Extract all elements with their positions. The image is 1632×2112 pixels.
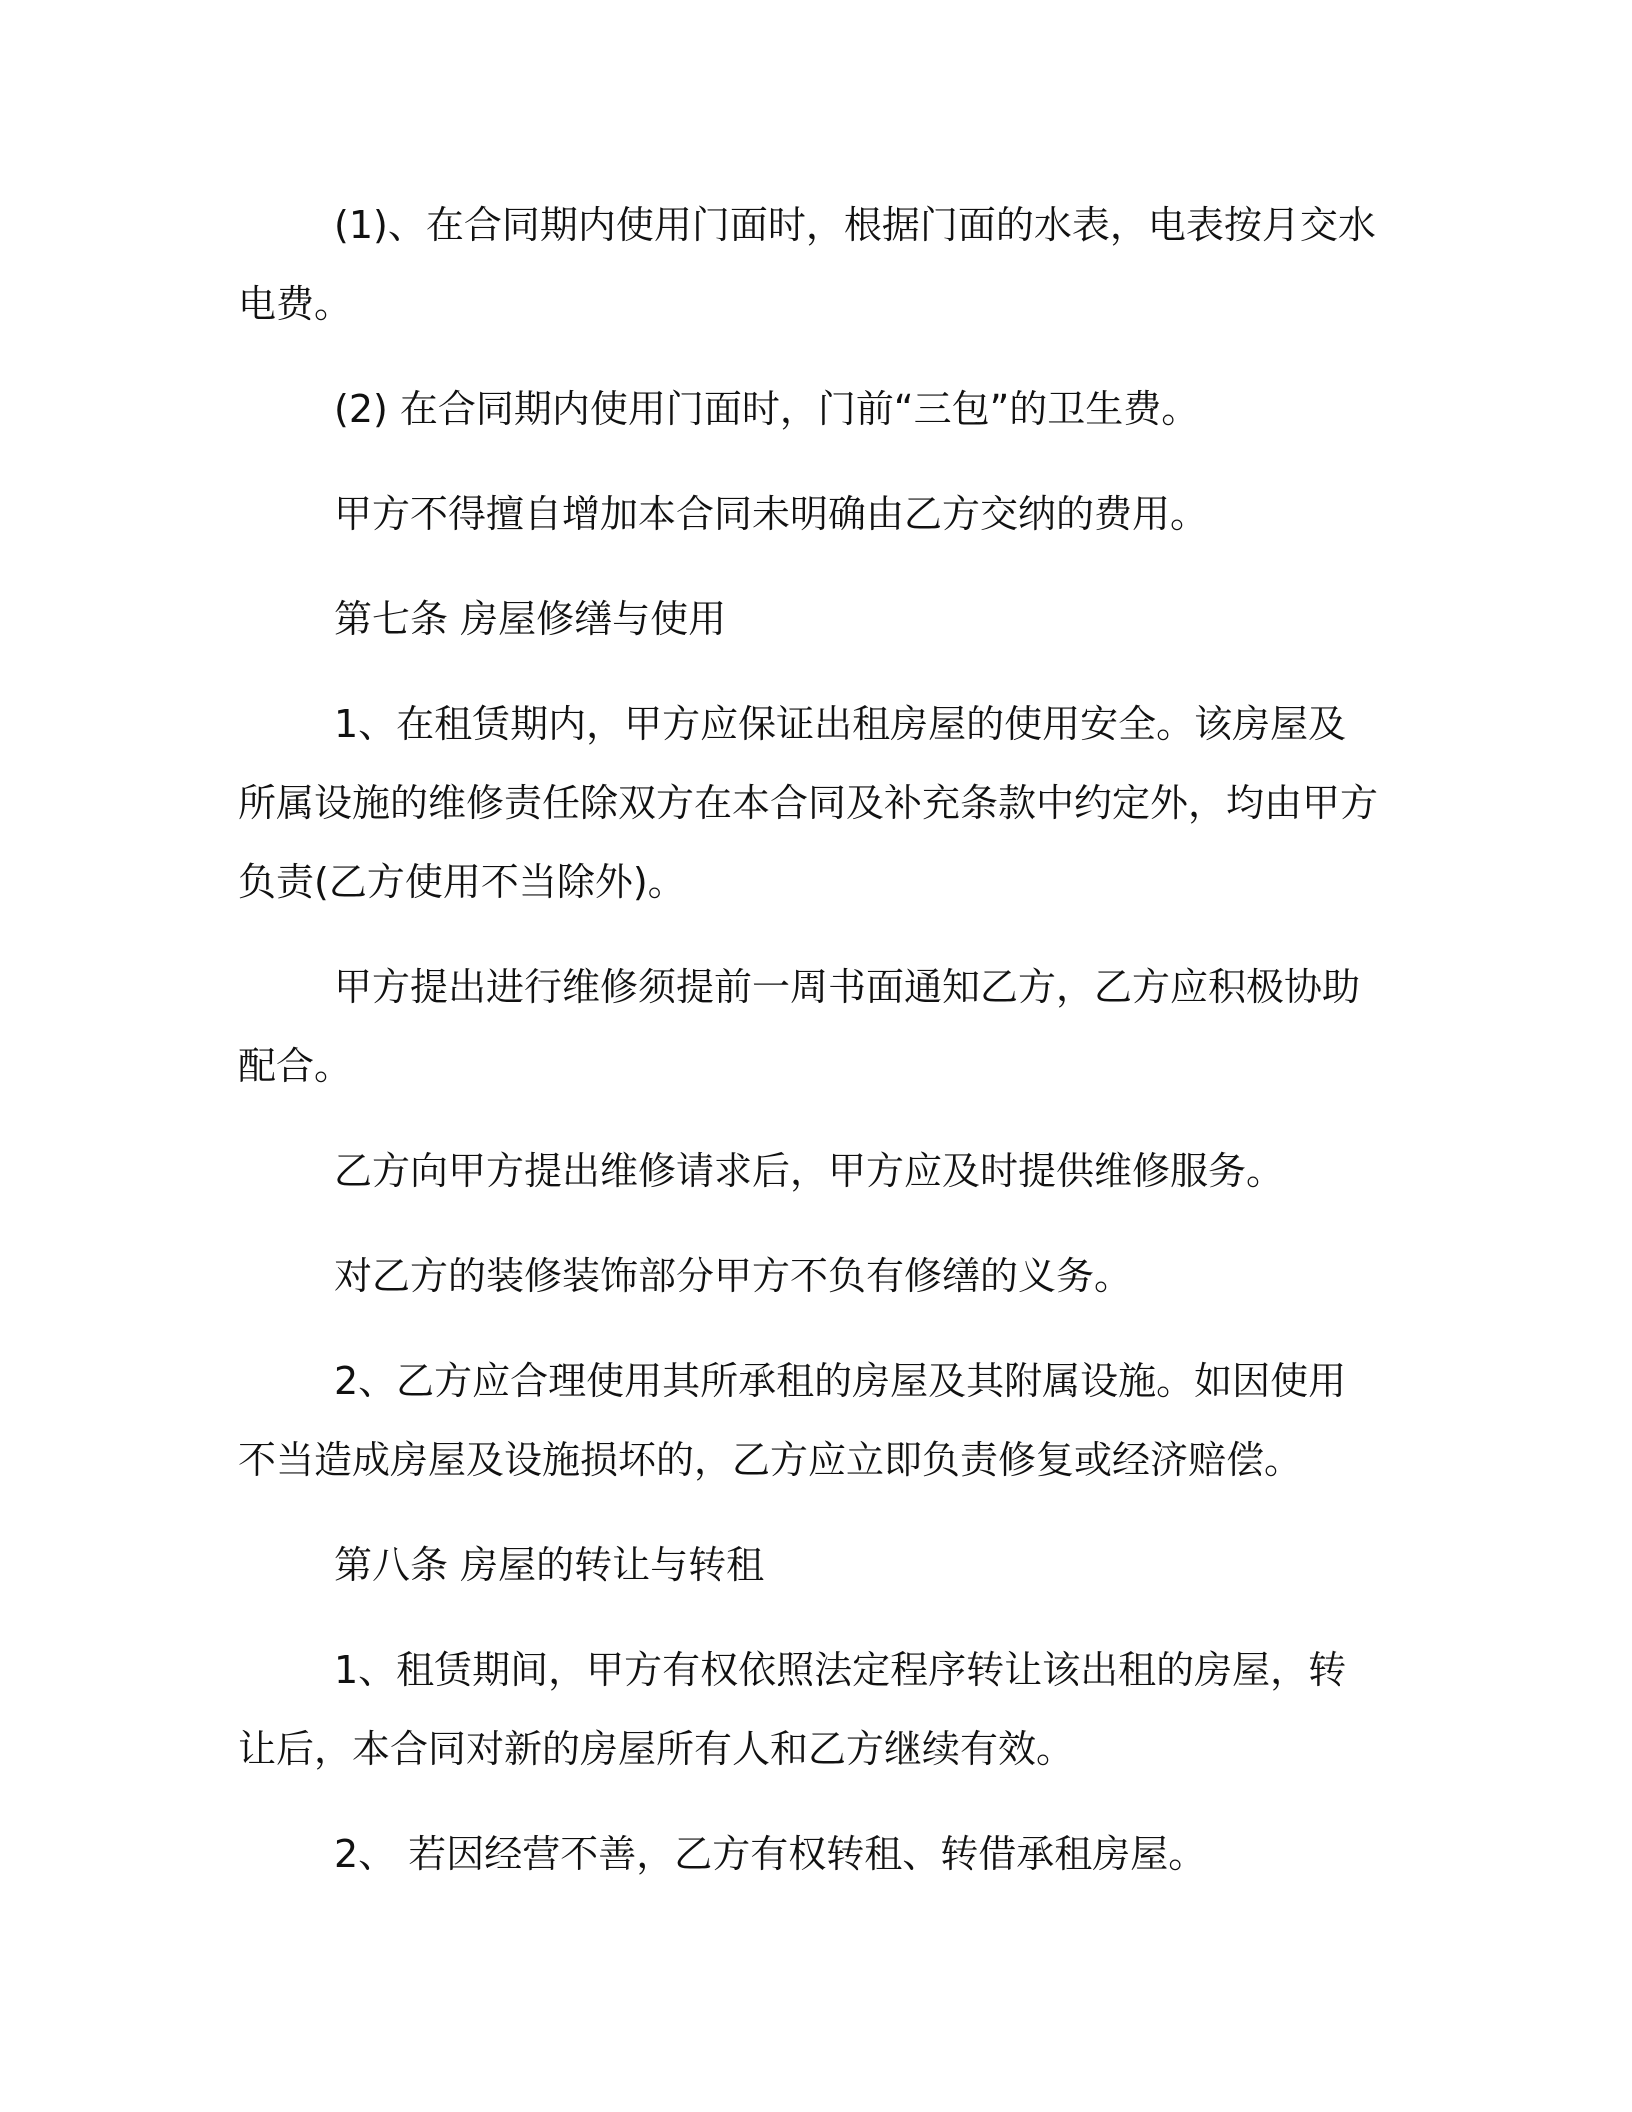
paragraph-proper-use: 2、乙方应合理使用其所承租的房屋及其附属设施。如因使用不当造成房屋及设施损坏的，乙方应立即负责修复或经济赔偿。	[238, 1359, 1347, 1482]
paragraph-repair-notice: 甲方提出进行维修须提前一周书面通知乙方，乙方应积极协助配合。	[238, 965, 1361, 1088]
paragraph-transfer: 1、租赁期间，甲方有权依照法定程序转让该出租的房屋，转让后，本合同对新的房屋所有人和乙方继续有效。	[238, 1648, 1347, 1771]
paragraph-sanitation-fee: (2) 在合同期内使用门面时，门前“三包”的卫生费。	[334, 387, 1200, 431]
paragraph-no-extra-fees: 甲方不得擅自增加本合同未明确由乙方交纳的费用。	[334, 492, 1209, 536]
paragraph-decoration-exclusion: 对乙方的装修装饰部分甲方不负有修缮的义务。	[334, 1254, 1133, 1298]
heading-article-8: 第八条 房屋的转让与转租	[334, 1543, 765, 1587]
heading-article-7: 第七条 房屋修缮与使用	[334, 597, 727, 641]
paragraph-sublease: 2、 若因经营不善，乙方有权转租、转借承租房屋。	[334, 1832, 1207, 1876]
paragraph-repair-responsibility: 1、在租赁期内，甲方应保证出租房屋的使用安全。该房屋及所属设施的维修责任除双方在本合同及补充条款中约定外，均由甲方负责(乙方使用不当除外)。	[238, 702, 1379, 904]
paragraph-utility-fees: (1)、在合同期内使用门面时，根据门面的水表，电表按月交水电费。	[238, 203, 1376, 326]
document-body	[238, 186, 1378, 1920]
paragraph-repair-request: 乙方向甲方提出维修请求后，甲方应及时提供维修服务。	[334, 1149, 1285, 1193]
